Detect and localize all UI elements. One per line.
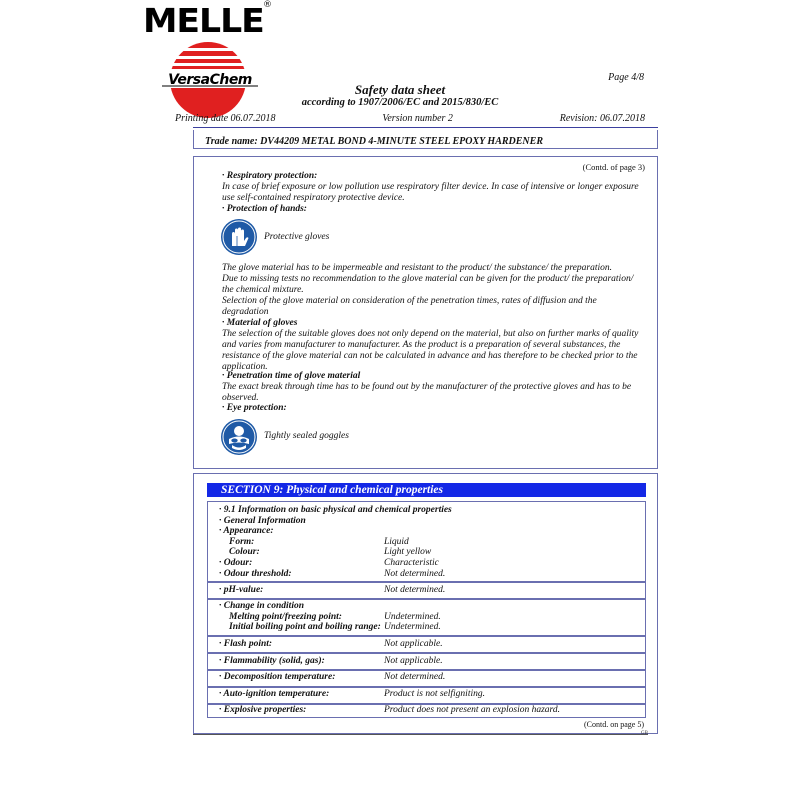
goggles-icon (221, 419, 257, 455)
odour-threshold-label: · Odour threshold: (219, 569, 292, 579)
document-subtitle: according to 1907/2006/EC and 2015/830/EC (301, 97, 499, 108)
respiratory-label: · Respiratory protection: (222, 171, 318, 181)
versachem-logo (160, 40, 260, 120)
melting-label: Melting point/freezing point: (229, 612, 342, 622)
gloves-icon (221, 219, 257, 255)
material-label: · Material of gloves (222, 318, 298, 328)
penetration-label: · Penetration time of glove material (222, 371, 361, 381)
flash-value: Not applicable. (384, 639, 443, 649)
hands-label: · Protection of hands: (222, 204, 307, 214)
autoignition-label: · Auto-ignition temperature: (219, 689, 330, 699)
flammability-label: · Flammability (solid, gas): (219, 656, 325, 666)
odour-label: · Odour: (219, 558, 253, 568)
info-basic-label: · 9.1 Information on basic physical and chemical properties (219, 505, 452, 515)
glove-text-1: The glove material has to be impermeable and resistant to the product/ the substance/ the preparation. (222, 263, 612, 273)
form-value: Liquid (384, 537, 409, 547)
registered-mark: ® (263, 0, 272, 10)
ph-label: · pH-value: (219, 585, 264, 595)
decomposition-value: Not determined. (384, 672, 446, 682)
contd-from-page: (Contd. of page 3) (582, 162, 645, 172)
goggles-caption: Tightly sealed goggles (264, 431, 349, 441)
footer-rule (193, 734, 648, 735)
respiratory-text-2: use self-contained respiratory protective device. (222, 193, 405, 203)
page-number: Page 4/8 (608, 72, 644, 83)
eye-label: · Eye protection: (222, 403, 287, 413)
glove-text-5: degradation (222, 307, 269, 317)
ph-value: Not determined. (384, 585, 446, 595)
change-label: · Change in condition (219, 601, 304, 611)
colour-value: Light yellow (384, 547, 432, 557)
trade-name: Trade name: DV44209 METAL BOND 4-MINUTE STEEL EPOXY HARDENER (205, 136, 543, 147)
material-text-1: The selection of the suitable gloves does not only depend on the material, but also on further marks of quality (222, 329, 639, 339)
contd-on-page: (Contd. on page 5) (584, 720, 644, 729)
document-title: Safety data sheet (354, 82, 446, 97)
penetration-text-2: observed. (222, 393, 259, 403)
colour-label: Colour: (229, 547, 260, 557)
odour-value: Characteristic (384, 558, 439, 568)
explosive-value: Product does not present an explosion hazard. (384, 705, 560, 715)
version-number: Version number 2 (382, 113, 453, 124)
melle-logo-text: MELLE (143, 1, 264, 40)
header-rule (193, 127, 658, 128)
general-label: · General Information (219, 516, 306, 526)
boiling-value: Undetermined. (384, 622, 441, 632)
gloves-caption: Protective gloves (264, 232, 330, 242)
flammability-value: Not applicable. (384, 656, 443, 666)
section9-title: SECTION 9: Physical and chemical properties (207, 483, 646, 497)
boiling-label: Initial boiling point and boiling range: (229, 622, 381, 632)
flash-label: · Flash point: (219, 639, 273, 649)
material-text-4: application. (222, 362, 268, 372)
printing-date: Printing date 06.07.2018 (175, 113, 276, 124)
odour-threshold-value: Not determined. (384, 569, 446, 579)
versachem-logo-text: VersaChem (168, 72, 252, 88)
melting-value: Undetermined. (384, 612, 441, 622)
glove-text-2: Due to missing tests no recommendation to the glove material can be given for the product/ the preparation/ (222, 274, 634, 284)
explosive-label: · Explosive properties: (219, 705, 307, 715)
material-text-2: and varies from manufacturer to manufacturer. As the product is a preparation of several substances, the (222, 340, 621, 350)
material-text-3: resistance of the glove material can not be calculated in advance and has therefore to be checked prior to the (222, 351, 638, 361)
glove-text-4: Selection of the glove material on consideration of the penetration times, rates of diffusion and the (222, 296, 597, 306)
respiratory-text-1: In case of brief exposure or low pollution use respiratory filter device. In case of intensive or longer exposure (222, 182, 639, 192)
country-code: GB (641, 731, 648, 736)
decomposition-label: · Decomposition temperature: (219, 672, 336, 682)
melle-logo (143, 1, 271, 40)
revision-date: Revision: 06.07.2018 (559, 113, 645, 124)
form-label: Form: (229, 537, 255, 547)
autoignition-value: Product is not selfigniting. (384, 689, 485, 699)
document-meta (175, 113, 645, 124)
glove-text-3: the chemical mixture. (222, 285, 304, 295)
penetration-text-1: The exact break through time has to be found out by the manufacturer of the protective gloves and has to be (222, 382, 632, 392)
appearance-label: · Appearance: (219, 526, 274, 536)
